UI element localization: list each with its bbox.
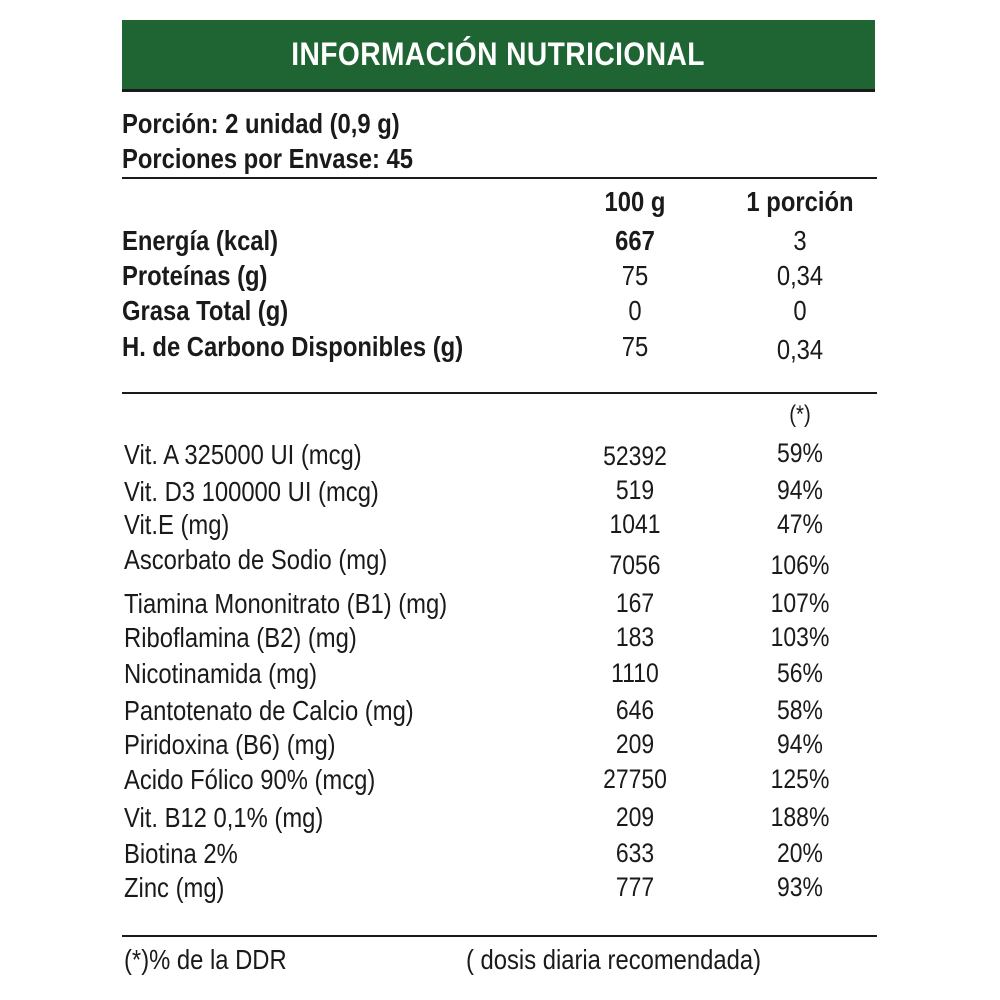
vitamin-ddr: 94% [777, 475, 823, 505]
vitamin-label: Vit. D3 100000 UI (mcg) [124, 476, 379, 507]
vitamin-ddr: 188% [770, 802, 830, 832]
vitamin-ddr: 107% [770, 588, 830, 618]
header-banner [122, 20, 875, 92]
macro-per-100g: 667 [615, 225, 655, 256]
vitamin-ddr: 59% [777, 438, 823, 468]
vitamin-amount: 52392 [603, 441, 667, 471]
macro-per-portion: 0 [793, 295, 807, 326]
vitamin-label: Vit. B12 0,1% (mg) [124, 802, 324, 833]
vitamin-amount: 646 [615, 695, 655, 725]
vitamin-label: Biotina 2% [124, 838, 238, 869]
vitamin-label: Vit. A 325000 UI (mcg) [124, 439, 362, 470]
portion-text: Porción: 2 unidad (0,9 g) [122, 108, 400, 139]
vitamin-amount: 1041 [609, 509, 661, 539]
vitamin-ddr: 93% [777, 872, 823, 902]
vitamin-amount: 633 [615, 838, 655, 868]
ddr-column-header: (*) [789, 401, 811, 428]
vitamin-amount: 167 [615, 588, 655, 618]
divider-middle [122, 392, 877, 394]
vitamin-label: Zinc (mg) [124, 872, 225, 903]
vitamin-ddr: 103% [770, 622, 830, 652]
macro-label: Proteínas (g) [122, 260, 268, 291]
macro-per-100g: 75 [621, 331, 649, 362]
vitamin-amount: 1110 [611, 658, 659, 688]
column-header-100g: 100 g [604, 186, 666, 217]
page-title: INFORMACIÓN NUTRICIONAL [291, 36, 706, 72]
vitamin-amount: 7056 [609, 550, 661, 580]
footnote-ddr: (*)% de la DDR [124, 944, 287, 975]
macro-per-100g: 75 [621, 260, 649, 291]
portions-per-container-text: Porciones por Envase: 45 [122, 143, 414, 174]
vitamin-label: Piridoxina (B6) (mg) [124, 729, 336, 760]
vitamin-amount: 777 [615, 872, 655, 902]
vitamin-ddr: 94% [777, 729, 823, 759]
vitamin-label: Nicotinamida (mg) [124, 658, 318, 689]
divider-top [122, 177, 877, 179]
vitamin-label: Vit.E (mg) [124, 509, 230, 540]
vitamin-label: Riboflamina (B2) (mg) [124, 622, 357, 653]
vitamin-label: Tiamina Mononitrato (B1) (mg) [124, 588, 448, 619]
vitamin-amount: 519 [615, 475, 655, 505]
macro-label: Energía (kcal) [122, 225, 279, 256]
vitamin-label: Pantotenato de Calcio (mg) [124, 695, 414, 726]
vitamin-label: Ascorbato de Sodio (mg) [124, 544, 388, 575]
macro-per-100g: 0 [628, 295, 642, 326]
macro-label: Grasa Total (g) [122, 295, 289, 326]
vitamin-ddr: 20% [777, 838, 823, 868]
macro-label: H. de Carbono Disponibles (g) [122, 331, 464, 362]
vitamin-amount: 27750 [603, 764, 667, 794]
vitamin-amount: 209 [615, 729, 655, 759]
macro-per-portion: 3 [793, 225, 807, 256]
vitamin-ddr: 125% [770, 764, 830, 794]
vitamin-ddr: 56% [777, 658, 823, 688]
vitamin-label: Acido Fólico 90% (mcg) [124, 764, 376, 795]
vitamin-amount: 183 [615, 622, 655, 652]
vitamin-ddr: 47% [777, 509, 823, 539]
footnote-definition: ( dosis diaria recomendada) [466, 944, 762, 975]
vitamin-amount: 209 [615, 802, 655, 832]
macro-per-portion: 0,34 [776, 334, 824, 365]
column-header-portion: 1 porción [746, 186, 854, 217]
vitamin-ddr: 58% [777, 695, 823, 725]
macro-per-portion: 0,34 [776, 260, 824, 291]
vitamin-ddr: 106% [770, 550, 830, 580]
divider-bottom [122, 935, 877, 937]
